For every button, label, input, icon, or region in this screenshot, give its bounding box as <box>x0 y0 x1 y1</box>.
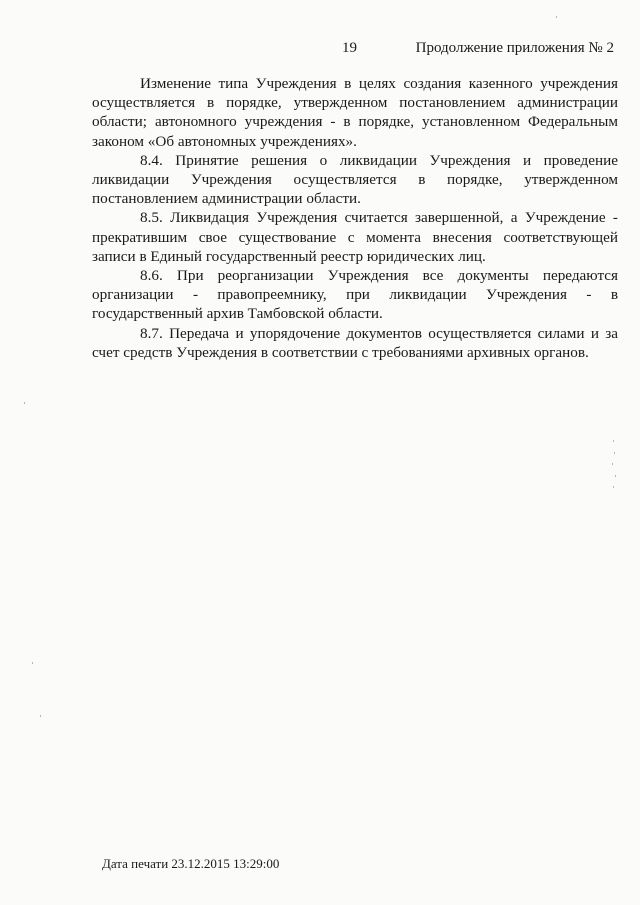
paragraph-type-change: Изменение типа Учреждения в целях создания казенного учреждения осуществляется в порядке, утвержденном постановлением администрации области; автономного учреждения - в порядке, установленном Федеральным законом «Об автономных учреждениях». <box>92 75 618 150</box>
paragraph-8-5: 8.5. Ликвидация Учреждения считается завершенной, а Учреждение - прекратившим свое существование с момента внесения соответствующей записи в Единый государственный реестр юридических лиц. <box>92 209 618 265</box>
appendix-continuation-label: Продолжение приложения № 2 <box>415 40 614 56</box>
paragraph-8-7: 8.7. Передача и упорядочение документов осуществляется силами и за счет средств Учреждения в соответствии с требованиями архивных органов. <box>92 324 618 361</box>
paragraph-8-4: 8.4. Принятие решения о ликвидации Учреждения и проведение ликвидации Учреждения осуществляется в порядке, утвержденном постановлением администрации области. <box>92 151 618 208</box>
page-header <box>0 40 640 60</box>
document-body <box>92 74 618 362</box>
print-date-footer: Дата печати 23.12.2015 13:29:00 <box>102 856 280 871</box>
page-number: 19 <box>342 40 357 56</box>
paragraph-8-6: 8.6. При реорганизации Учреждения все документы передаются организации - правопреемнику, при ликвидации Учреждения - в государственный архив Тамбовской области. <box>92 267 618 323</box>
